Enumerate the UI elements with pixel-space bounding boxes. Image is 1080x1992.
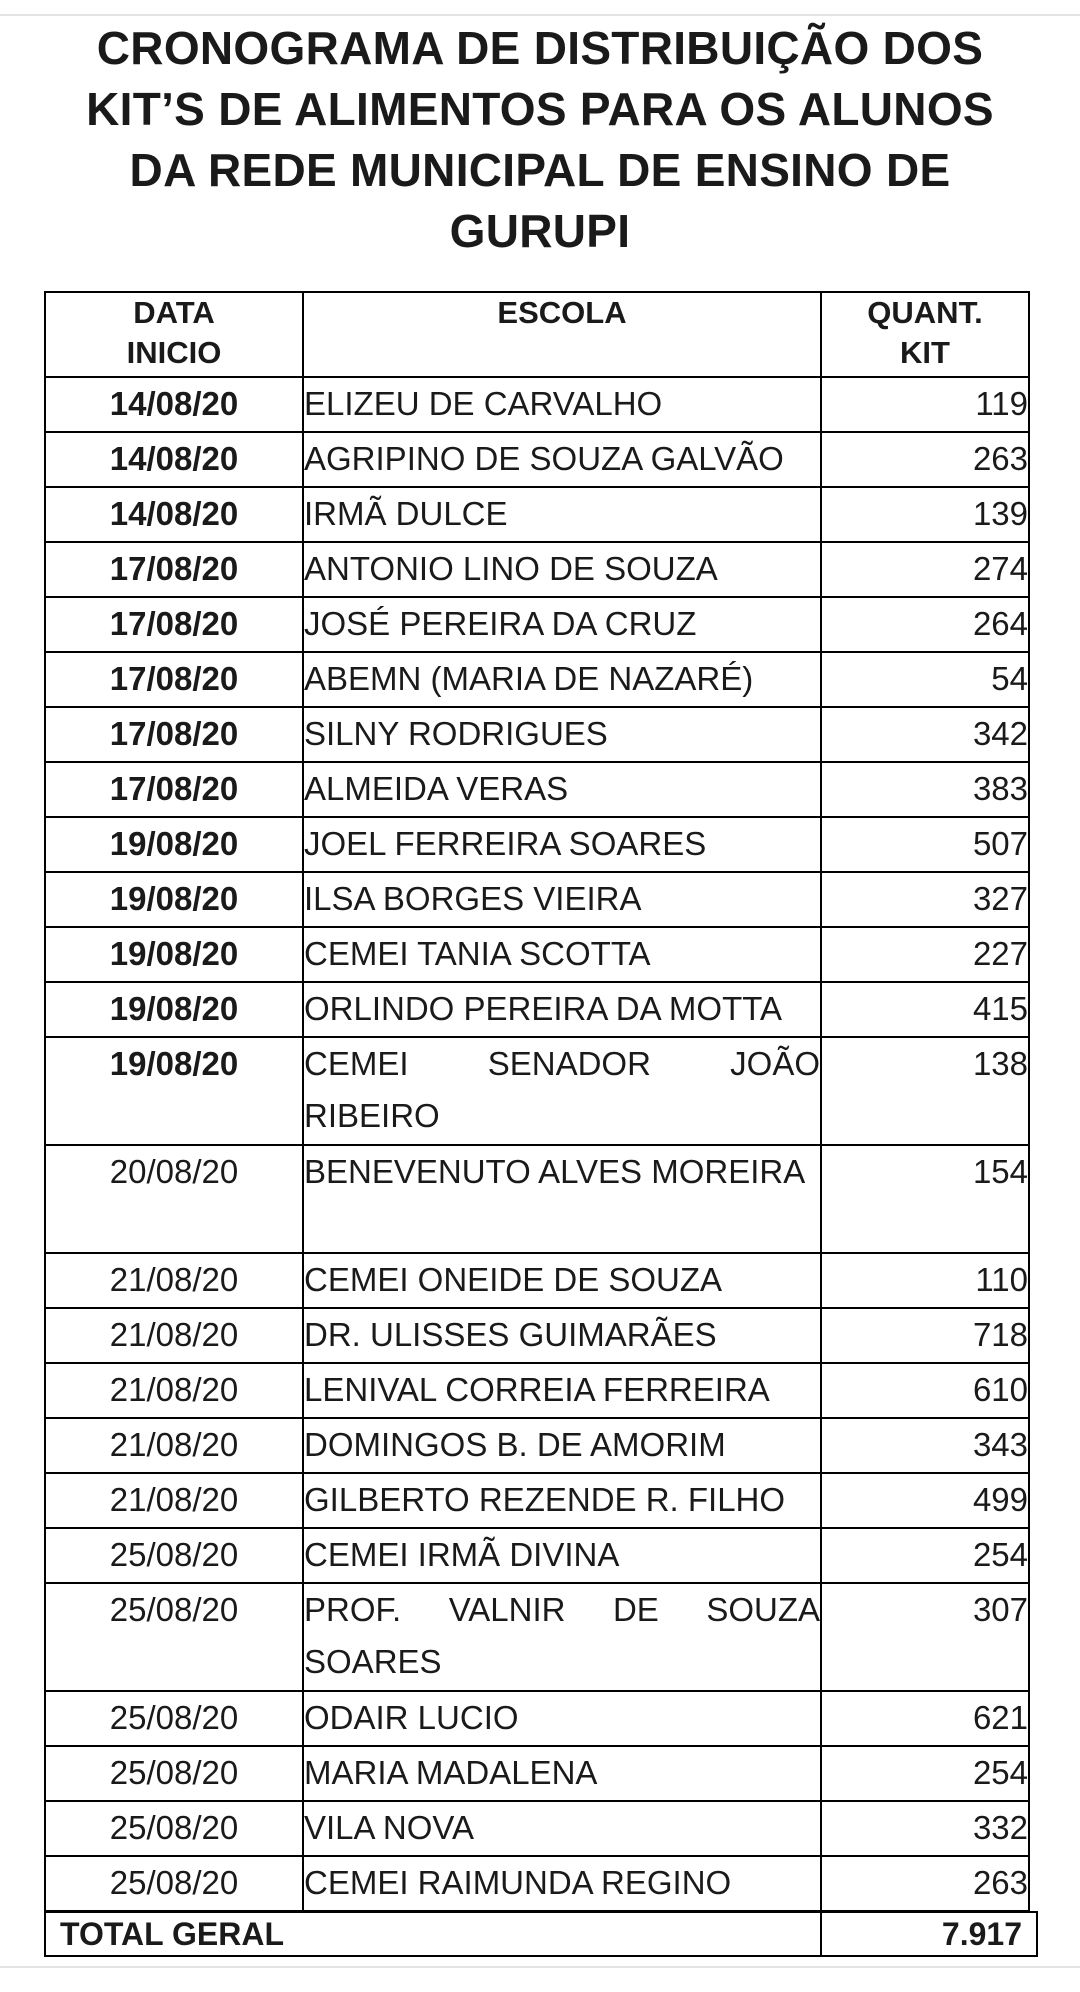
- cell-school: ORLINDO PEREIRA DA MOTTA: [303, 982, 821, 1037]
- table-row: [45, 1801, 1029, 1856]
- cell-date: 21/08/20: [45, 1363, 303, 1418]
- cell-school: CEMEI SENADOR JOÃO RIBEIRO: [303, 1037, 821, 1145]
- cell-school: DOMINGOS B. DE AMORIM: [303, 1418, 821, 1473]
- table-header-row: [45, 292, 1029, 377]
- cell-quantity: 610: [821, 1363, 1029, 1418]
- cell-date: 25/08/20: [45, 1528, 303, 1583]
- total-divider: [820, 1913, 822, 1955]
- cell-school: AGRIPINO DE SOUZA GALVÃO: [303, 432, 821, 487]
- cell-quantity: 138: [821, 1037, 1029, 1145]
- cell-date: 21/08/20: [45, 1253, 303, 1308]
- cell-quantity: 415: [821, 982, 1029, 1037]
- table-row: [45, 377, 1029, 432]
- cell-school: ILSA BORGES VIEIRA: [303, 872, 821, 927]
- table-row: [45, 1253, 1029, 1308]
- cell-quantity: 621: [821, 1691, 1029, 1746]
- table-row: [45, 432, 1029, 487]
- table-row: [45, 817, 1029, 872]
- cell-date: 25/08/20: [45, 1801, 303, 1856]
- cell-quantity: 254: [821, 1528, 1029, 1583]
- table-row: [45, 652, 1029, 707]
- cell-school: CEMEI IRMÃ DIVINA: [303, 1528, 821, 1583]
- cell-quantity: 263: [821, 1856, 1029, 1911]
- cell-school: CEMEI ONEIDE DE SOUZA: [303, 1253, 821, 1308]
- total-value: 7.917: [941, 1916, 1022, 1952]
- cell-quantity: 307: [821, 1583, 1029, 1691]
- cell-date: 17/08/20: [45, 707, 303, 762]
- cell-quantity: 343: [821, 1418, 1029, 1473]
- cell-quantity: 119: [821, 377, 1029, 432]
- total-row: [44, 1911, 1038, 1957]
- cell-school: JOSÉ PEREIRA DA CRUZ: [303, 597, 821, 652]
- cell-date: 14/08/20: [45, 377, 303, 432]
- cell-quantity: 342: [821, 707, 1029, 762]
- bottom-divider: [0, 1966, 1080, 1968]
- cell-school: ELIZEU DE CARVALHO: [303, 377, 821, 432]
- cell-quantity: 154: [821, 1145, 1029, 1253]
- cell-quantity: 110: [821, 1253, 1029, 1308]
- cell-date: 25/08/20: [45, 1583, 303, 1691]
- table-row: [45, 1583, 1029, 1691]
- header-quantity: [821, 292, 1029, 377]
- cell-quantity: 139: [821, 487, 1029, 542]
- cell-quantity: 718: [821, 1308, 1029, 1363]
- table-row: [45, 927, 1029, 982]
- top-divider: [0, 0, 1080, 16]
- cell-school: CEMEI RAIMUNDA REGINO: [303, 1856, 821, 1911]
- cell-quantity: 274: [821, 542, 1029, 597]
- table-row: [45, 1308, 1029, 1363]
- table-row: [45, 762, 1029, 817]
- cell-date: 21/08/20: [45, 1473, 303, 1528]
- cell-quantity: 227: [821, 927, 1029, 982]
- cell-quantity: 499: [821, 1473, 1029, 1528]
- cell-school: CEMEI TANIA SCOTTA: [303, 927, 821, 982]
- cell-school: ABEMN (MARIA DE NAZARÉ): [303, 652, 821, 707]
- cell-school: LENIVAL CORREIA FERREIRA: [303, 1363, 821, 1418]
- table-row: [45, 1037, 1029, 1145]
- cell-quantity: 263: [821, 432, 1029, 487]
- page-title: CRONOGRAMA DE DISTRIBUIÇÃO DOS KIT’S DE ALIMENTOS PARA OS ALUNOS DA REDE MUNICIPAL DE ENSINO DE GURUPI: [86, 22, 994, 257]
- table-row: [45, 542, 1029, 597]
- cell-school: BENEVENUTO ALVES MOREIRA: [303, 1145, 821, 1253]
- cell-date: 25/08/20: [45, 1691, 303, 1746]
- cell-date: 25/08/20: [45, 1746, 303, 1801]
- header-date-line1: DATA: [133, 295, 215, 330]
- table-row: [45, 872, 1029, 927]
- cell-quantity: 327: [821, 872, 1029, 927]
- cell-school: MARIA MADALENA: [303, 1746, 821, 1801]
- cell-date: 14/08/20: [45, 432, 303, 487]
- cell-quantity: 507: [821, 817, 1029, 872]
- distribution-table: [44, 291, 1030, 1912]
- cell-date: 19/08/20: [45, 982, 303, 1037]
- table-row: [45, 982, 1029, 1037]
- cell-school: SILNY RODRIGUES: [303, 707, 821, 762]
- header-qty-line1: QUANT.: [867, 295, 983, 330]
- header-date-line2: INICIO: [126, 335, 222, 370]
- cell-school: DR. ULISSES GUIMARÃES: [303, 1308, 821, 1363]
- table-row: [45, 1418, 1029, 1473]
- cell-quantity: 332: [821, 1801, 1029, 1856]
- cell-date: 19/08/20: [45, 1037, 303, 1145]
- table-row: [45, 1528, 1029, 1583]
- cell-school: ODAIR LUCIO: [303, 1691, 821, 1746]
- table-row: [45, 1473, 1029, 1528]
- cell-quantity: 264: [821, 597, 1029, 652]
- cell-school: ANTONIO LINO DE SOUZA: [303, 542, 821, 597]
- cell-date: 21/08/20: [45, 1308, 303, 1363]
- cell-quantity: 54: [821, 652, 1029, 707]
- header-school: ESCOLA: [303, 292, 821, 377]
- cell-date: 19/08/20: [45, 872, 303, 927]
- table-row: [45, 597, 1029, 652]
- cell-school: VILA NOVA: [303, 1801, 821, 1856]
- cell-date: 17/08/20: [45, 762, 303, 817]
- cell-date: 19/08/20: [45, 817, 303, 872]
- table-row: [45, 1856, 1029, 1911]
- cell-school: IRMÃ DULCE: [303, 487, 821, 542]
- cell-school: JOEL FERREIRA SOARES: [303, 817, 821, 872]
- cell-school: PROF. VALNIR DE SOUZA SOARES: [303, 1583, 821, 1691]
- cell-date: 19/08/20: [45, 927, 303, 982]
- table-row: [45, 707, 1029, 762]
- table-row: [45, 1746, 1029, 1801]
- cell-date: 20/08/20: [45, 1145, 303, 1253]
- cell-date: 17/08/20: [45, 597, 303, 652]
- cell-date: 25/08/20: [45, 1856, 303, 1911]
- cell-school: GILBERTO REZENDE R. FILHO: [303, 1473, 821, 1528]
- header-date: [45, 292, 303, 377]
- cell-quantity: 383: [821, 762, 1029, 817]
- cell-date: 21/08/20: [45, 1418, 303, 1473]
- table-row: [45, 1691, 1029, 1746]
- cell-quantity: 254: [821, 1746, 1029, 1801]
- table-row: [45, 1363, 1029, 1418]
- table-row: [45, 487, 1029, 542]
- cell-date: 17/08/20: [45, 652, 303, 707]
- table-row: [45, 1145, 1029, 1253]
- header-qty-line2: KIT: [900, 335, 950, 370]
- cell-date: 14/08/20: [45, 487, 303, 542]
- total-label: TOTAL GERAL: [60, 1916, 284, 1952]
- cell-date: 17/08/20: [45, 542, 303, 597]
- cell-school: ALMEIDA VERAS: [303, 762, 821, 817]
